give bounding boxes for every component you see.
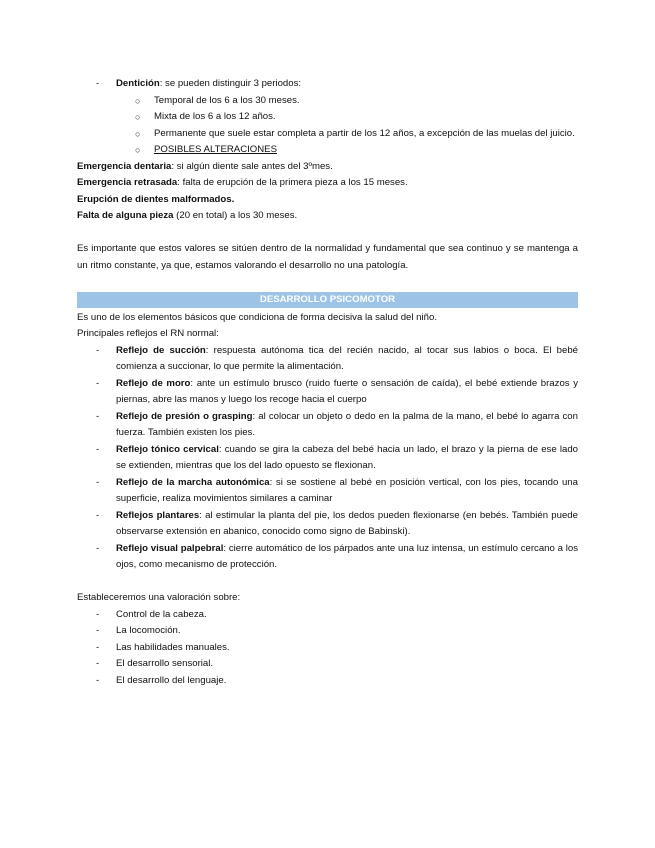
- dash-bullet: -: [96, 608, 100, 620]
- spacer: [77, 225, 578, 242]
- alteracion-line: [77, 208, 578, 225]
- reflejo-label: Reflejo tónico cervical: [116, 443, 219, 455]
- reflejos-intro: Principales reflejos el RN normal:: [77, 328, 219, 339]
- circle-bullet: ○: [135, 112, 141, 122]
- period-text: Mixta de los 6 a los 12 años.: [154, 111, 276, 122]
- valoracion-text: El desarrollo del lenguaje.: [116, 674, 227, 686]
- dash-bullet: -: [96, 78, 100, 89]
- reflejo-text: : al estimular la planta del pie, los dedos pueden flexionarse (en bebés. También puede observarse extensión en abanico, conocido como signo de Babinski).: [116, 509, 578, 537]
- valoracion-text: Las habilidades manuales.: [116, 641, 230, 653]
- alteraciones-heading: POSIBLES ALTERACIONES: [154, 144, 277, 155]
- reflejo-item: [77, 508, 578, 541]
- denticion-item: [77, 76, 578, 93]
- reflejo-label: Reflejo de presión o grasping: [116, 410, 253, 422]
- importance-paragraph: Es importante que estos valores se sitúen dentro de la normalidad y fundamental que sea continuo y se mantenga a un ritmo constante, ya que, estamos valorando el desarrollo no una patología.: [77, 243, 578, 271]
- alteracion-text: : si algún diente sale antes del 3ºmes.: [171, 160, 333, 172]
- reflejo-item: [77, 343, 578, 376]
- alteracion-line: [77, 175, 578, 192]
- valoracion-text: Control de la cabeza.: [116, 608, 207, 620]
- reflejo-text: : cuando se gira la cabeza del bebé hacia un lado, el brazo y la pierna de ese lado se extienden, mientras que los del lado opuesto se flexionan.: [116, 443, 578, 471]
- valoracion-item: [77, 640, 578, 657]
- valoracion-text: El desarrollo sensorial.: [116, 658, 214, 669]
- circle-bullet: ○: [135, 145, 141, 155]
- alteracion-label: Emergencia dentaria: [77, 160, 172, 172]
- alteracion-text: (20 en total) a los 30 meses.: [173, 210, 298, 221]
- alteraciones-heading-item: [77, 142, 578, 159]
- period-item: [77, 93, 578, 110]
- valoracion-intro: Estableceremos una valoración sobre:: [77, 592, 241, 603]
- period-item: [77, 126, 578, 143]
- reflejo-text: : al colocar un objeto o dedo en la palma de la mano, el bebé lo agarra con fuerza. También existen los pies.: [116, 410, 578, 438]
- reflejo-text: : cierre automático de los párpados ante una luz intensa, un estímulo cercano a los ojos, como mecanismo de protección.: [116, 542, 578, 570]
- dash-bullet: -: [96, 542, 100, 554]
- dash-bullet: -: [96, 410, 100, 422]
- valoracion-item: [77, 623, 578, 640]
- reflejo-item: [77, 376, 578, 409]
- dash-bullet: -: [96, 674, 100, 686]
- alteracion-label: Emergencia retrasada: [77, 177, 178, 188]
- dash-bullet: -: [96, 641, 100, 653]
- alteracion-label: Erupción de dientes malformados.: [77, 193, 235, 205]
- reflejo-label: Reflejo de moro: [116, 377, 191, 389]
- reflejo-item: [77, 541, 578, 574]
- section-header-desarrollo-psicomotor: DESARROLLO PSICOMOTOR: [77, 292, 578, 308]
- valoracion-item: [77, 656, 578, 673]
- dash-bullet: -: [96, 344, 100, 356]
- dash-bullet: -: [96, 658, 100, 669]
- valoracion-text: La locomoción.: [116, 625, 181, 636]
- reflejo-label: Reflejo de la marcha autonómica: [116, 476, 270, 488]
- dash-bullet: -: [96, 509, 100, 521]
- reflejo-item: [77, 409, 578, 442]
- period-item: [77, 109, 578, 126]
- reflejo-label: Reflejo de succión: [116, 344, 206, 356]
- valoracion-item: [77, 607, 578, 624]
- alteracion-line: [77, 159, 578, 176]
- circle-bullet: ○: [135, 128, 141, 139]
- denticion-label: Dentición: [116, 78, 160, 89]
- valoracion-item: [77, 673, 578, 690]
- reflejo-text: : si se sostiene al bebé en posición vertical, con los pies, tocando una superficie, realiza movimientos similares a caminar: [116, 476, 578, 504]
- intro-line: Es uno de los elementos básicos que condiciona de forma decisiva la salud del niño.: [77, 311, 437, 323]
- dash-bullet: -: [96, 377, 100, 389]
- dash-bullet: -: [96, 476, 100, 488]
- reflejo-item: [77, 442, 578, 475]
- dash-bullet: -: [96, 625, 100, 636]
- reflejo-item: [77, 475, 578, 508]
- alteracion-text: : falta de erupción de la primera pieza a los 15 meses.: [177, 177, 408, 188]
- reflejo-text: : respuesta autónoma tica del recién nacido, al tocar sus labios o boca. El bebé comienza a succionar, lo que permite la alimentación.: [116, 344, 578, 372]
- reflejo-label: Reflejo visual palpebral: [116, 542, 224, 554]
- reflejo-text: : ante un estímulo brusco (ruido fuerte o sensación de caída), el bebé extiende brazos y piernas, abre las manos y luego los recoge hacia el cuerpo: [116, 377, 578, 405]
- period-text: Temporal de los 6 a los 30 meses.: [154, 94, 300, 106]
- alteracion-label: Falta de alguna pieza: [77, 210, 174, 221]
- spacer: [77, 274, 578, 291]
- period-text: Permanente que suele estar completa a partir de los 12 años, a excepción de las muelas del juicio.: [154, 127, 575, 139]
- denticion-text: : se pueden distinguir 3 periodos:: [159, 78, 302, 89]
- spacer: [77, 574, 578, 591]
- dash-bullet: -: [96, 443, 100, 455]
- reflejo-label: Reflejos plantares: [116, 509, 200, 521]
- document-page: [77, 76, 578, 689]
- circle-bullet: ○: [135, 95, 141, 106]
- alteracion-line: [77, 192, 578, 209]
